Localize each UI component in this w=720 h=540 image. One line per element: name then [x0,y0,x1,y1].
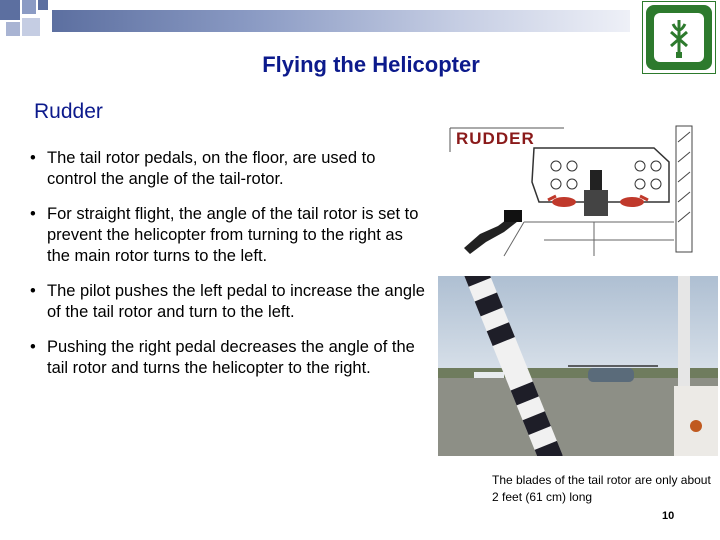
bullet-dot: • [30,338,36,356]
bullet-item [28,204,428,267]
bullet-item [28,148,428,190]
bullet-list [28,148,428,393]
photo-caption: The blades of the tail rotor are only about 2 feet (61 cm) long [492,473,711,504]
rudder-diagram-label: RUDDER [456,129,535,148]
slide-subtitle: Rudder [34,100,103,123]
bullet-item [28,281,428,323]
bullet-dot: • [30,149,36,167]
bullet-item [28,337,428,379]
page-number: 10 [662,510,675,522]
bullet-text: Pushing the right pedal decreases the angle of the tail rotor and turns the helicopter to the right. [47,338,415,377]
tail-rotor-photo [438,276,718,456]
bullet-text: For straight flight, the angle of the tail rotor is set to prevent the helicopter from turning to the right as the main rotor turns to the left. [47,205,419,265]
bullet-text: The pilot pushes the left pedal to increase the angle of the tail rotor and turn to the left. [47,282,425,321]
bullet-dot: • [30,282,36,300]
slide-title: Flying the Helicopter [262,52,480,77]
bullet-dot: • [30,205,36,223]
rudder-pedal-diagram [444,122,694,258]
bullet-text: The tail rotor pedals, on the floor, are used to control the angle of the tail-rotor. [47,149,376,188]
